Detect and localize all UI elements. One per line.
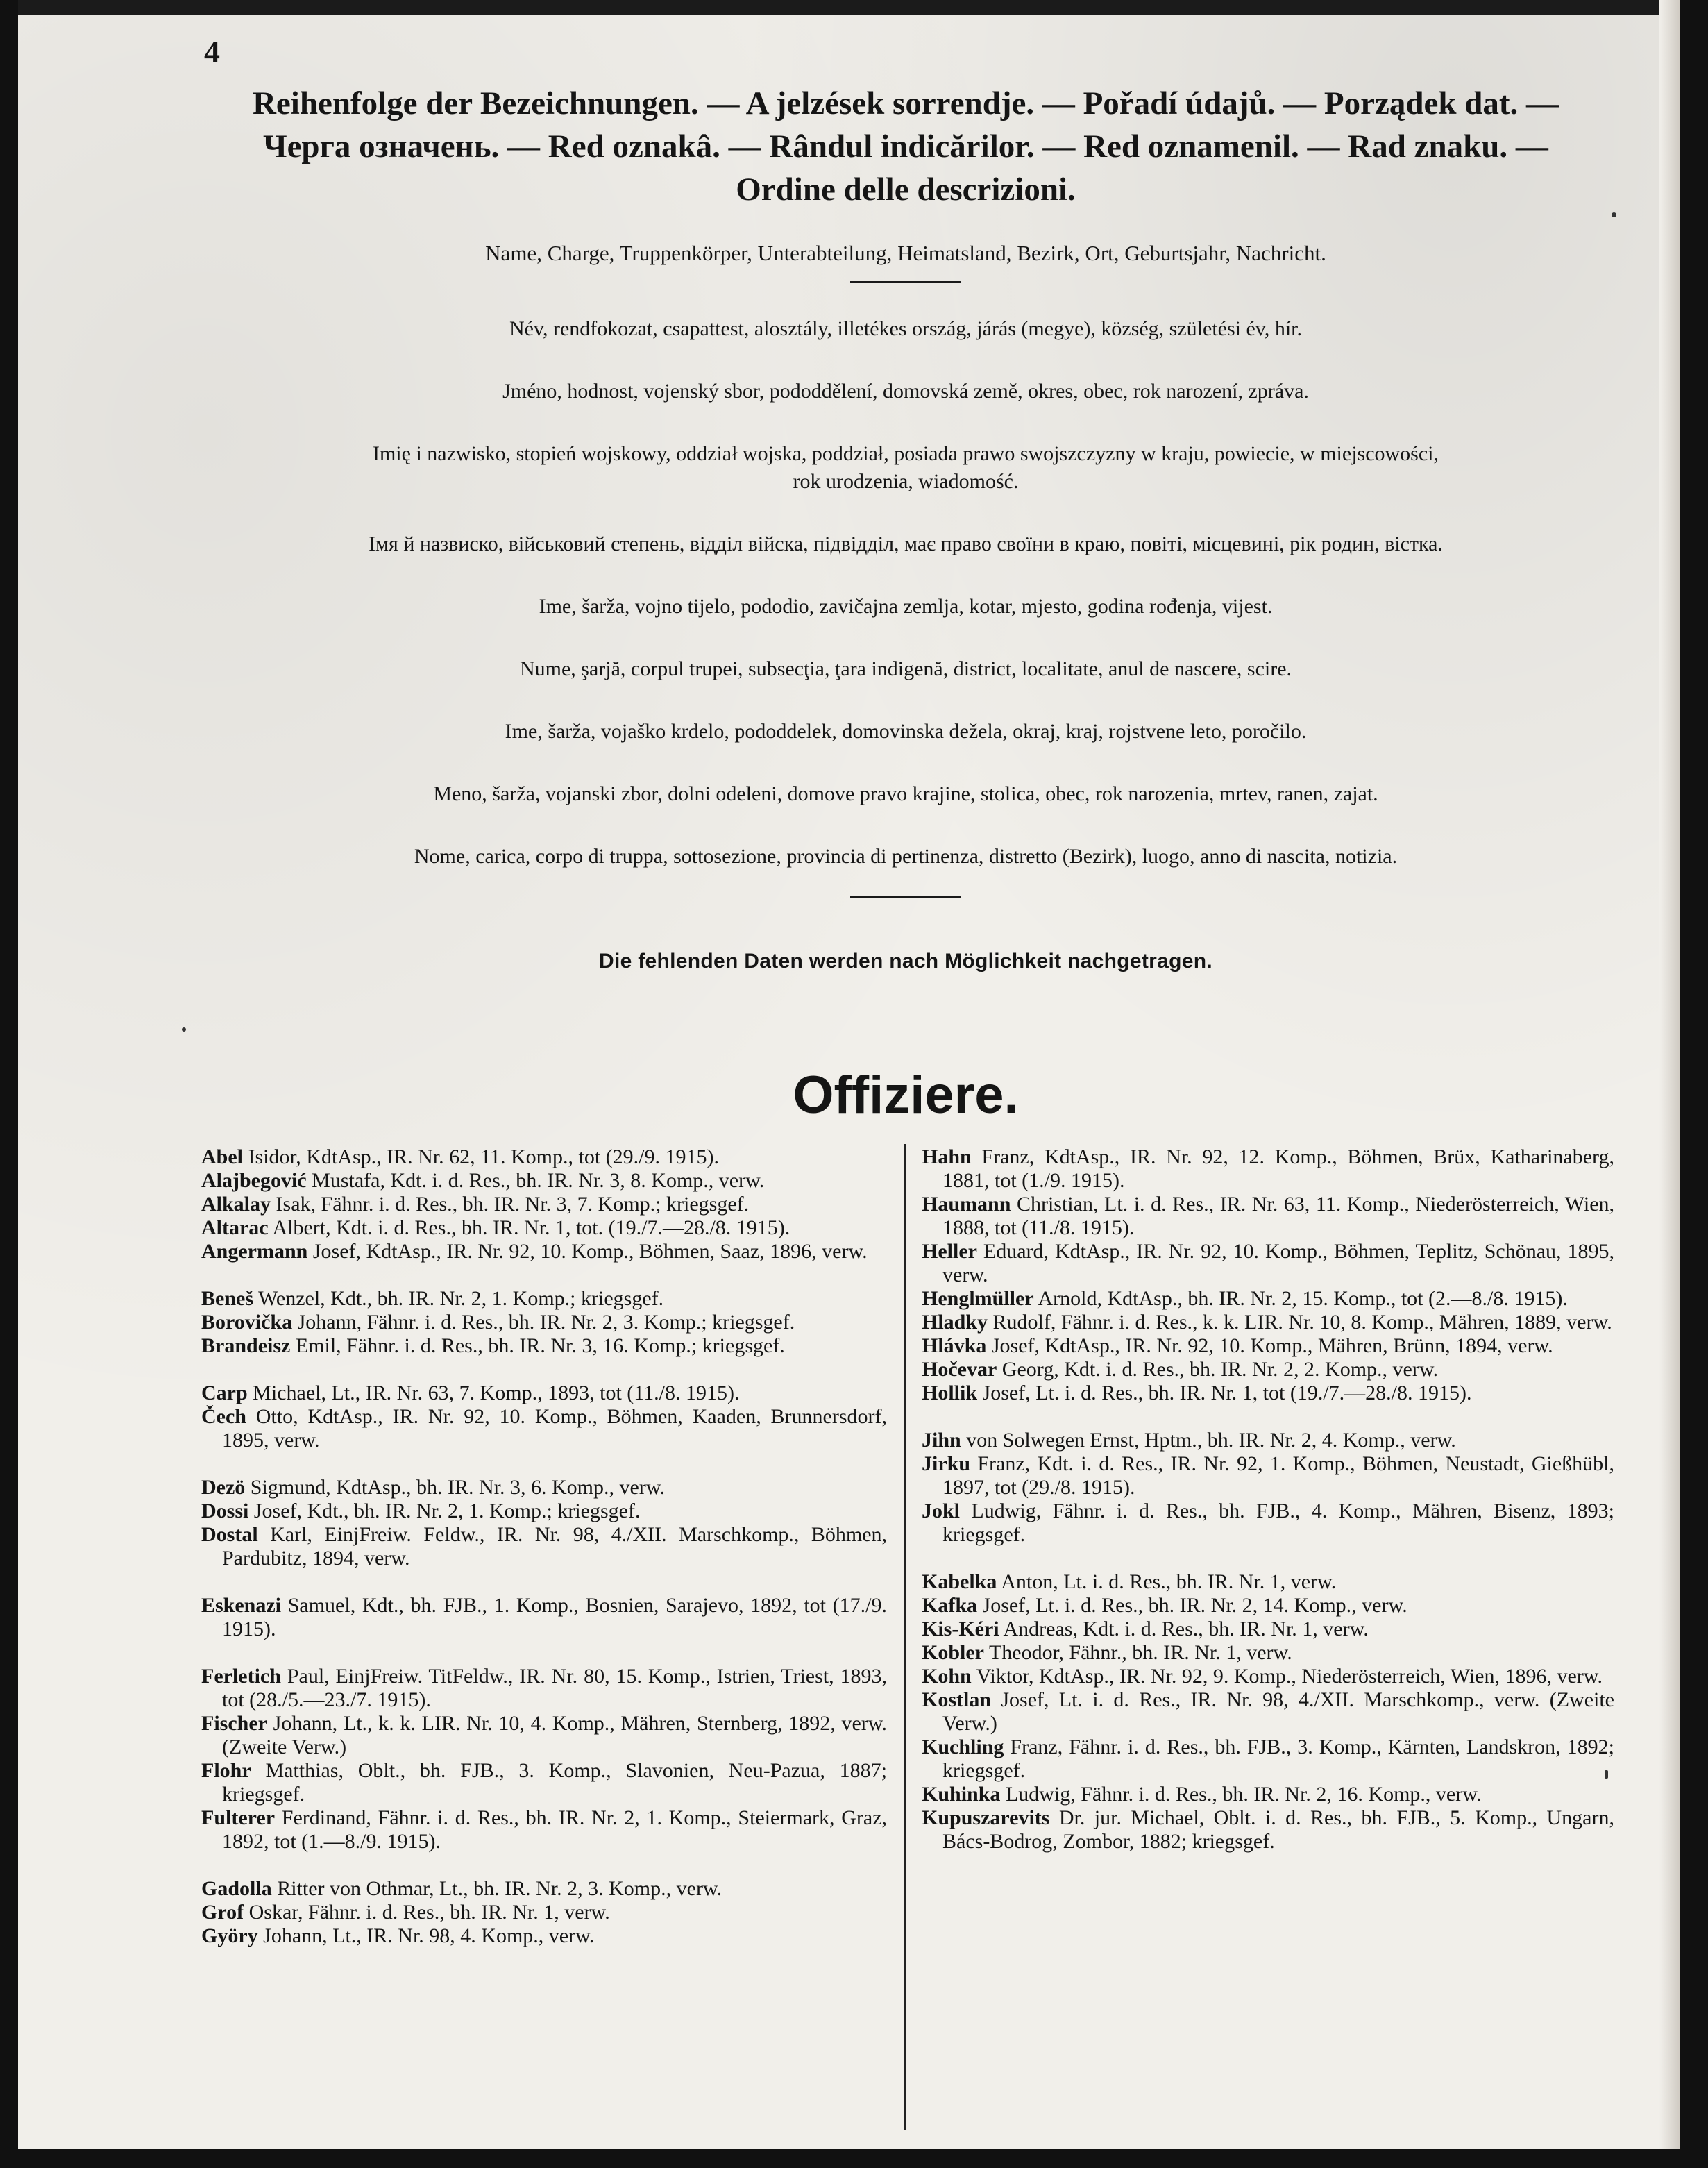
entry-gap	[922, 1405, 1614, 1429]
entry-details: Franz, KdtAsp., IR. Nr. 92, 12. Komp., Böhmen, Brüx, Katharinaberg, 1881, tot (1./9. 1915).	[942, 1145, 1615, 1192]
casualty-entry	[201, 1806, 887, 1854]
legend-polish-cont: rok urodzenia, wiadomość.	[793, 470, 1019, 493]
casualty-entry	[201, 1759, 887, 1806]
casualty-entry	[201, 1145, 887, 1169]
entry-surname: Haumann	[922, 1193, 1011, 1216]
entry-details: Georg, Kdt. i. d. Res., bh. IR. Nr. 2, 2. Komp., verw.	[1001, 1358, 1439, 1381]
entry-details: Dr. jur. Michael, Oblt. i. d. Res., bh. FJB., 5. Komp., Ungarn, Bács-Bodrog, Zombor, 1882; kriegsgef.	[942, 1806, 1614, 1853]
entry-gap	[201, 1570, 887, 1594]
right-column-entries	[922, 1145, 1614, 1854]
entry-details: Oskar, Fähnr. i. d. Res., bh. IR. Nr. 1, verw.	[248, 1901, 610, 1924]
section-title: Offiziere.	[793, 1066, 1019, 1125]
entry-details: Viktor, KdtAsp., IR. Nr. 92, 9. Komp., Niederösterreich, Wien, 1896, verw.	[976, 1665, 1603, 1688]
entry-surname: Kohn	[922, 1665, 972, 1688]
legend-czech: Jméno, hodnost, vojenský sbor, pododdělení, domovská země, okres, obec, rok narození, zpráva.	[502, 380, 1309, 403]
scan-speck	[1612, 212, 1616, 217]
legend-block	[201, 843, 1610, 871]
field-order-legend	[201, 240, 1610, 939]
entry-details: von Solwegen Ernst, Hptm., bh. IR. Nr. 2, 4. Komp., verw.	[966, 1429, 1456, 1452]
header-line: Черга означень. — Red oznakâ. — Rândul indicărilor. — Red oznamenil. — Rad znaku. —	[263, 128, 1548, 165]
legend-block	[201, 593, 1610, 621]
entry-surname: Gadolla	[201, 1877, 272, 1900]
entry-surname: Brandeisz	[201, 1334, 291, 1357]
page-gutter-shadow	[1659, 0, 1680, 2168]
casualty-entry	[922, 1594, 1614, 1617]
entry-surname: Beneš	[201, 1287, 253, 1310]
entry-details: Michael, Lt., IR. Nr. 63, 7. Komp., 1893, tot (11./8. 1915).	[253, 1381, 740, 1404]
entry-surname: Heller	[922, 1240, 977, 1263]
casualty-entry	[922, 1240, 1614, 1287]
entry-details: Ludwig, Fähnr. i. d. Res., bh. FJB., 4. Komp., Mähren, Bisenz, 1893; kriegsgef.	[942, 1499, 1614, 1546]
entry-details: Christian, Lt. i. d. Res., IR. Nr. 63, 11. Komp., Niederösterreich, Wien, 1888, tot (11./8. 1915).	[942, 1193, 1615, 1239]
header-title	[201, 82, 1610, 211]
casualty-entry	[922, 1570, 1614, 1594]
legend-block	[201, 530, 1610, 558]
legend-croatian: Ime, šarža, vojno tijelo, pododio, zavičajna zemlja, kotar, mjesto, godina rođenja, vijest.	[539, 595, 1273, 618]
casualty-entry	[922, 1499, 1614, 1547]
missing-data-notice: Die fehlenden Daten werden nach Möglichkeit nachgetragen.	[599, 950, 1212, 973]
casualty-entry	[201, 1405, 887, 1452]
entry-surname: Ferletich	[201, 1665, 281, 1688]
entry-details: Wenzel, Kdt., bh. IR. Nr. 2, 1. Komp.; kriegsgef.	[257, 1287, 664, 1310]
entry-surname: Jihn	[922, 1429, 961, 1452]
entry-surname: Henglmüller	[922, 1287, 1034, 1310]
entry-surname: Jirku	[922, 1452, 971, 1475]
entry-details: Josef, KdtAsp., IR. Nr. 92, 10. Komp., Mähren, Brünn, 1894, verw.	[991, 1334, 1553, 1357]
entry-details: Johann, Lt., IR. Nr. 98, 4. Komp., verw.	[263, 1924, 595, 1947]
legend-block	[201, 655, 1610, 683]
entry-surname: Alkalay	[201, 1193, 271, 1216]
entry-details: Ritter von Othmar, Lt., bh. IR. Nr. 2, 3. Komp., verw.	[277, 1877, 722, 1900]
legend-block	[201, 315, 1610, 343]
entry-surname: Angermann	[201, 1240, 308, 1263]
entry-gap	[201, 1641, 887, 1665]
scan-border-right	[1680, 0, 1708, 2168]
entry-surname: Kupuszarevits	[922, 1806, 1050, 1829]
casualty-entry	[922, 1193, 1614, 1240]
casualty-entry	[922, 1617, 1614, 1641]
entry-surname: Flohr	[201, 1759, 251, 1782]
entry-surname: Hočevar	[922, 1358, 997, 1381]
entry-details: Emil, Fähnr. i. d. Res., bh. IR. Nr. 3, 16. Komp.; kriegsgef.	[295, 1334, 785, 1357]
entry-details: Paul, EinjFreiw. TitFeldw., IR. Nr. 80, 15. Komp., Istrien, Triest, 1893, tot (28./5.—23./7. 1915).	[222, 1665, 888, 1711]
divider-rule	[850, 896, 961, 898]
legend-block	[201, 718, 1610, 746]
scan-speck	[182, 1027, 186, 1032]
casualty-entry	[922, 1452, 1614, 1499]
entry-surname: Dossi	[201, 1499, 249, 1522]
header-line: Ordine delle descrizioni.	[736, 171, 1076, 208]
casualty-entry	[922, 1688, 1614, 1736]
entry-surname: Alajbegović	[201, 1169, 307, 1192]
casualty-entry	[922, 1358, 1614, 1381]
entry-details: Josef, Lt. i. d. Res., bh. IR. Nr. 1, tot (19./7.—28./8. 1915).	[982, 1381, 1472, 1404]
casualty-entry	[201, 1901, 887, 1924]
legend-block	[201, 780, 1610, 808]
scan-speck	[1605, 1770, 1608, 1779]
divider-rule	[850, 281, 961, 283]
entry-surname: Hahn	[922, 1145, 972, 1168]
entry-surname: Kuchling	[922, 1736, 1004, 1758]
entry-surname: Fulterer	[201, 1806, 276, 1829]
entry-details: Franz, Fähnr. i. d. Res., bh. FJB., 3. Komp., Kärnten, Landskron, 1892; kriegsgef.	[942, 1736, 1615, 1782]
legend-hungarian: Név, rendfokozat, csapattest, alosztály, illetékes ország, járás (megye), község, születési év, hír.	[509, 317, 1303, 340]
casualty-entry	[201, 1169, 887, 1193]
entry-details: Ludwig, Fähnr. i. d. Res., bh. IR. Nr. 2, 16. Komp., verw.	[1005, 1783, 1482, 1806]
entry-surname: Hollik	[922, 1381, 978, 1404]
entry-gap	[922, 1547, 1614, 1570]
column-divider	[904, 1144, 906, 2130]
left-column-entries	[201, 1145, 887, 1948]
entry-details: Rudolf, Fähnr. i. d. Res., k. k. LIR. Nr. 10, 8. Komp., Mähren, 1889, verw.	[992, 1311, 1612, 1334]
entry-details: Ferdinand, Fähnr. i. d. Res., bh. IR. Nr. 2, 1. Komp., Steiermark, Graz, 1892, tot (1.—8./9. 1915).	[222, 1806, 888, 1853]
legend-slovene: Ime, šarža, vojaško krdelo, pododdelek, domovinska dežela, okraj, kraj, rojstvene leto, poročilo.	[505, 720, 1307, 743]
entry-surname: Carp	[201, 1381, 248, 1404]
entry-details: Josef, Kdt., bh. IR. Nr. 2, 1. Komp.; kriegsgef.	[253, 1499, 641, 1522]
entry-details: Isidor, KdtAsp., IR. Nr. 62, 11. Komp., tot (29./9. 1915).	[248, 1145, 720, 1168]
entry-details: Josef, Lt. i. d. Res., bh. IR. Nr. 2, 14. Komp., verw.	[982, 1594, 1407, 1617]
casualty-entry	[922, 1665, 1614, 1688]
entry-surname: Kobler	[922, 1641, 984, 1664]
casualty-entry	[201, 1193, 887, 1216]
casualty-entry	[922, 1311, 1614, 1334]
entry-details: Johann, Lt., k. k. LIR. Nr. 10, 4. Komp., Mähren, Sternberg, 1892, verw. (Zweite Verw.)	[222, 1712, 887, 1758]
entry-surname: Dostal	[201, 1523, 258, 1546]
legend-block	[201, 440, 1610, 496]
entry-surname: Kabelka	[922, 1570, 997, 1593]
entry-gap	[201, 1358, 887, 1381]
casualty-entry	[201, 1499, 887, 1523]
casualty-entry	[201, 1476, 887, 1499]
entry-details: Arnold, KdtAsp., bh. IR. Nr. 2, 15. Komp., tot (2.—8./8. 1915).	[1038, 1287, 1568, 1310]
page-number: 4	[204, 34, 220, 69]
entry-details: Sigmund, KdtAsp., bh. IR. Nr. 3, 6. Komp., verw.	[250, 1476, 666, 1499]
entry-details: Matthias, Oblt., bh. FJB., 3. Komp., Slavonien, Neu-Pazua, 1887; kriegsgef.	[222, 1759, 887, 1806]
entry-details: Andreas, Kdt. i. d. Res., bh. IR. Nr. 1, verw.	[1003, 1617, 1369, 1640]
casualty-entry	[201, 1311, 887, 1334]
casualty-entry	[922, 1736, 1614, 1783]
scan-border-top	[0, 0, 1708, 15]
entry-surname: Hlávka	[922, 1334, 987, 1357]
casualty-entry	[922, 1429, 1614, 1452]
entry-surname: Kuhinka	[922, 1783, 1001, 1806]
casualty-entry	[201, 1665, 887, 1712]
entry-surname: Jokl	[922, 1499, 961, 1522]
entry-details: Eduard, KdtAsp., IR. Nr. 92, 10. Komp., Böhmen, Teplitz, Schönau, 1895, verw.	[942, 1240, 1614, 1286]
entry-gap	[201, 1263, 887, 1287]
entry-surname: Dezö	[201, 1476, 246, 1499]
entry-details: Franz, Kdt. i. d. Res., IR. Nr. 92, 1. Komp., Böhmen, Neustadt, Gießhübl, 1897, tot (29./8. 1915).	[942, 1452, 1615, 1499]
casualty-entry	[922, 1806, 1614, 1854]
entry-details: Johann, Fähnr. i. d. Res., bh. IR. Nr. 2, 3. Komp.; kriegsgef.	[297, 1311, 795, 1334]
legend-block	[201, 378, 1610, 405]
casualty-entry	[922, 1783, 1614, 1806]
entry-surname: Borovička	[201, 1311, 293, 1334]
entry-details: Josef, KdtAsp., IR. Nr. 92, 10. Komp., Böhmen, Saaz, 1896, verw.	[312, 1240, 868, 1263]
entry-details: Otto, KdtAsp., IR. Nr. 92, 10. Komp., Böhmen, Kaaden, Brunnersdorf, 1895, verw.	[222, 1405, 887, 1452]
entry-surname: Fischer	[201, 1712, 267, 1735]
entry-surname: Kafka	[922, 1594, 978, 1617]
casualty-entry	[201, 1924, 887, 1948]
casualty-entry	[201, 1594, 887, 1641]
scan-border-bottom	[0, 2149, 1708, 2168]
entry-surname: Kostlan	[922, 1688, 992, 1711]
legend-german: Name, Charge, Truppenkörper, Unterabteilung, Heimatsland, Bezirk, Ort, Geburtsjahr, Nachricht.	[485, 241, 1326, 265]
casualty-entry	[922, 1334, 1614, 1358]
entry-details: Albert, Kdt. i. d. Res., bh. IR. Nr. 1, tot. (19./7.—28./8. 1915).	[272, 1216, 790, 1239]
scan-border-left	[0, 0, 18, 2168]
entry-surname: Abel	[201, 1145, 243, 1168]
casualty-entry	[922, 1381, 1614, 1405]
entry-details: Isak, Fähnr. i. d. Res., bh. IR. Nr. 3, 7. Komp.; kriegsgef.	[276, 1193, 750, 1216]
legend-slovak: Meno, šarža, vojanski zbor, dolni odeleni, domove pravo krajine, stolica, obec, rok narozenia, mrtev, ranen, zajat.	[433, 782, 1378, 805]
casualty-entry	[201, 1712, 887, 1759]
header-line: Reihenfolge der Bezeichnungen. — A jelzések sorrendje. — Pořadí údajů. — Porządek dat. —	[252, 85, 1559, 121]
entry-details: Samuel, Kdt., bh. FJB., 1. Komp., Bosnien, Sarajevo, 1892, tot (17./9. 1915).	[222, 1594, 888, 1640]
entry-surname: Čech	[201, 1405, 246, 1428]
casualty-entry	[201, 1334, 887, 1358]
entry-surname: Grof	[201, 1901, 244, 1924]
casualty-entry	[922, 1145, 1614, 1193]
casualty-entry	[201, 1381, 887, 1405]
entry-details: Mustafa, Kdt. i. d. Res., bh. IR. Nr. 3, 8. Komp., verw.	[312, 1169, 765, 1192]
legend-romanian: Nume, şarjă, corpul trupei, subsecţia, ţara indigenă, district, localitate, anul de nascere, scire.	[519, 657, 1292, 680]
entry-gap	[201, 1452, 887, 1476]
entry-surname: Hladky	[922, 1311, 988, 1334]
entry-details: Karl, EinjFreiw. Feldw., IR. Nr. 98, 4./XII. Marschkomp., Böhmen, Pardubitz, 1894, verw.	[222, 1523, 888, 1570]
entry-surname: Györy	[201, 1924, 258, 1947]
entry-details: Theodor, Fähnr., bh. IR. Nr. 1, verw.	[988, 1641, 1292, 1664]
entry-surname: Altarac	[201, 1216, 269, 1239]
casualty-entry	[201, 1523, 887, 1570]
casualty-entry	[922, 1641, 1614, 1665]
entry-surname: Eskenazi	[201, 1594, 282, 1617]
casualty-entry	[201, 1216, 887, 1240]
entry-surname: Kis-Kéri	[922, 1617, 999, 1640]
entry-details: Anton, Lt. i. d. Res., bh. IR. Nr. 1, verw.	[1001, 1570, 1337, 1593]
casualty-entry	[201, 1240, 887, 1263]
entry-gap	[201, 1854, 887, 1877]
casualty-entry	[201, 1877, 887, 1901]
legend-italian: Nome, carica, corpo di truppa, sottosezione, provincia di pertinenza, distretto (Bezirk), luogo, anno di nascita, notizia.	[414, 845, 1398, 868]
entry-details: Josef, Lt. i. d. Res., IR. Nr. 98, 4./XII. Marschkomp., verw. (Zweite Verw.)	[942, 1688, 1614, 1735]
casualty-entry	[922, 1287, 1614, 1311]
casualty-entry	[201, 1287, 887, 1311]
legend-polish: Imię i nazwisko, stopień wojskowy, oddział wojska, poddział, posiada prawo swojszczyzny w kraju, powiecie, w miejscowości,	[372, 442, 1439, 465]
legend-ruthenian: Імя й назвиско, військовий степень, відділ війска, підвідділ, має право своїни в краю, повіті, місцевині, рік родин, вістка.	[369, 532, 1443, 555]
